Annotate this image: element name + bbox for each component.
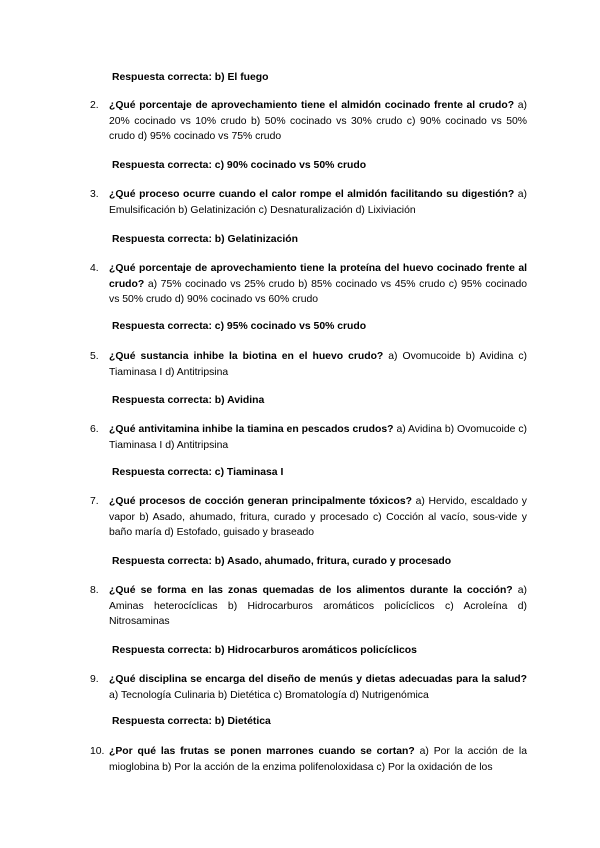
question-body — [109, 672, 527, 703]
answer-line: Respuesta correcta: b) Asado, ahumado, fritura, curado y procesado — [112, 556, 452, 567]
question-options: a) Por la acción de la mioglobina b) Por la acción de la enzima polifenoloxidasa c) Por la oxidación de los — [109, 746, 528, 773]
question-options: a) 75% cocinado vs 25% crudo b) 85% cocinado vs 45% crudo c) 95% cocinado vs 50% crudo d) 90% cocinado vs 60% crudo — [109, 278, 527, 305]
question-options: a) Emulsificación b) Gelatinización c) Desnaturalización d) Lixiviación — [109, 189, 527, 216]
answer-line: Respuesta correcta: c) 95% cocinado vs 50% crudo — [112, 321, 367, 332]
question-item — [90, 744, 527, 775]
question-number: 3. — [90, 189, 99, 200]
question-options: a) Avidina b) Ovomucoide c) Tiaminasa I d) Antitripsina — [109, 424, 527, 451]
question-number: 9. — [90, 674, 99, 685]
question-stem: ¿Qué porcentaje de aprovechamiento tiene la proteína del huevo cocinado frente al crudo? — [109, 263, 527, 290]
question-item — [90, 349, 527, 380]
question-stem: ¿Por qué las frutas se ponen marrones cuando se cortan? — [109, 746, 415, 757]
question-options: a) Tecnología Culinaria b) Dietética c) Bromatología d) Nutrigenómica — [109, 689, 429, 701]
question-number: 7. — [90, 496, 99, 507]
question-options: a) Hervido, escaldado y vapor b) Asado, ahumado, fritura, curado y procesado c) Cocción al vacío, sous-vide y baño maría d) Estofado, guisado y braseado — [109, 496, 527, 538]
question-item — [90, 187, 527, 218]
answer-line: Respuesta correcta: b) Dietética — [112, 716, 271, 727]
answer-line: Respuesta correcta: c) 90% cocinado vs 50% crudo — [112, 160, 367, 171]
question-body — [109, 98, 527, 145]
question-body — [109, 187, 527, 218]
answer-line: Respuesta correcta: b) Avidina — [112, 395, 265, 406]
question-item — [90, 583, 527, 630]
question-stem: ¿Qué disciplina se encarga del diseño de menús y dietas adecuadas para la salud? — [109, 674, 527, 685]
question-stem: ¿Qué sustancia inhibe la biotina en el huevo crudo? — [109, 351, 384, 362]
question-number: 8. — [90, 585, 99, 596]
question-item — [90, 422, 527, 453]
answer-line: Respuesta correcta: c) Tiaminasa I — [112, 467, 284, 478]
question-number: 6. — [90, 424, 99, 435]
question-body — [109, 583, 527, 630]
answer-line: Respuesta correcta: b) Gelatinización — [112, 234, 298, 245]
answer-line: Respuesta correcta: b) El fuego — [112, 72, 269, 83]
question-item — [90, 98, 527, 145]
answer-line: Respuesta correcta: b) Hidrocarburos aromáticos policíclicos — [112, 645, 417, 656]
question-number: 2. — [90, 100, 99, 111]
question-stem: ¿Qué antivitamina inhibe la tiamina en pescados crudos? — [109, 424, 394, 435]
question-number: 4. — [90, 263, 99, 274]
question-stem: ¿Qué porcentaje de aprovechamiento tiene el almidón cocinado frente al crudo? — [109, 100, 515, 111]
question-item — [90, 672, 527, 703]
question-options: a) 20% cocinado vs 10% crudo b) 50% cocinado vs 30% crudo c) 90% cocinado vs 50% crudo d) 95% cocinado vs 75% crudo — [109, 100, 527, 142]
question-body — [109, 494, 527, 541]
question-body — [109, 422, 527, 453]
question-options: a) Aminas heterocíclicas b) Hidrocarburos aromáticos policíclicos c) Acroleína d) Nitrosaminas — [109, 585, 527, 627]
question-body — [109, 349, 527, 380]
question-stem: ¿Qué procesos de cocción generan principalmente tóxicos? — [109, 496, 412, 507]
question-body — [109, 744, 527, 775]
question-stem: ¿Qué proceso ocurre cuando el calor rompe el almidón facilitando su digestión? — [109, 189, 515, 200]
question-body — [109, 261, 527, 308]
question-options: a) Ovomucoide b) Avidina c) Tiaminasa I d) Antitripsina — [109, 351, 527, 378]
question-number: 5. — [90, 351, 99, 362]
question-item — [90, 494, 527, 541]
question-stem: ¿Qué se forma en las zonas quemadas de los alimentos durante la cocción? — [109, 585, 513, 596]
question-number: 10. — [90, 746, 105, 757]
question-item — [90, 261, 527, 308]
